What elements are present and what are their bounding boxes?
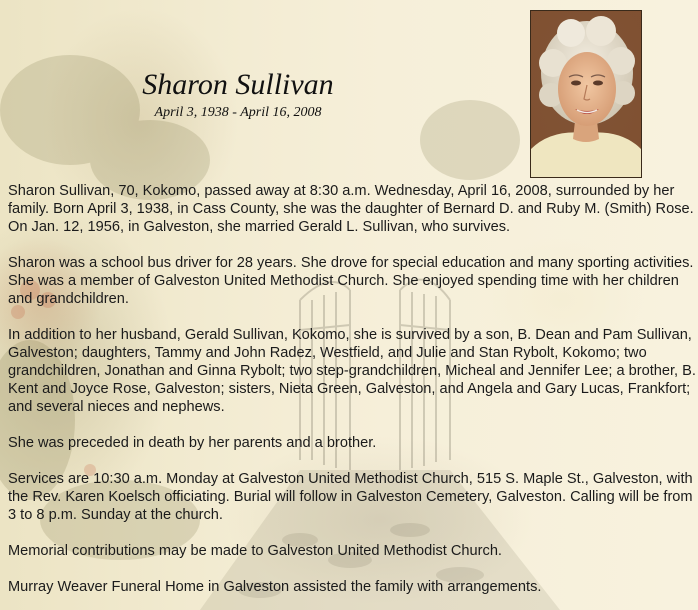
paragraph-memorials: Memorial contributions may be made to Galveston United Methodist Church. xyxy=(8,543,502,559)
title-block xyxy=(118,68,358,122)
paragraph-career: Sharon was a school bus driver for 28 years. She drove for special education and many sporting activities. She was a member of Galveston United Methodist Church. She enjoyed spending time with her children and grandchildren. xyxy=(8,255,694,307)
life-dates: April 3, 1938 - April 16, 2008 xyxy=(154,105,322,120)
paragraph-biography: Sharon Sullivan, 70, Kokomo, passed away at 8:30 a.m. Wednesday, April 16, 2008, surrounded by her family. Born April 3, 1938, in Cass County, she was the daughter of Bernard D. and Ruby M. (Smith) Rose. On Jan. 12, 1956, in Galveston, she married Gerald L. Sullivan, who survives. xyxy=(8,183,694,235)
paragraph-survivors: In addition to her husband, Gerald Sullivan, Kokomo, she is survived by a son, B. Dean and Pam Sullivan, Galveston; daughters, Tammy and John Radez, Westfield, and Julie and Stan Rybolt, Kokomo; two grandchildren, Jonathan and Ginna Rybolt; two step-grandchildren, Micheal and Jennifer Lee; a brother, B. Kent and Joyce Rose, Galveston; sisters, Nieta Green, Galveston, and Angela and Gary Lucas, Frankfort; and several nieces and nephews. xyxy=(8,327,696,415)
deceased-name: Sharon Sullivan xyxy=(142,68,334,101)
paragraph-services: Services are 10:30 a.m. Monday at Galveston United Methodist Church, 515 S. Maple St., Galveston, with the Rev. Karen Koelsch officiating. Burial will follow in Galveston Cemetery, Galveston. Calling will be from 3 to 8 p.m. Sunday at the church. xyxy=(8,471,693,523)
paragraph-funeral-home: Murray Weaver Funeral Home in Galveston assisted the family with arrangements. xyxy=(8,579,542,595)
portrait-photo xyxy=(530,10,642,178)
paragraph-preceded: She was preceded in death by her parents and a brother. xyxy=(8,435,377,451)
obituary-body xyxy=(8,182,696,610)
